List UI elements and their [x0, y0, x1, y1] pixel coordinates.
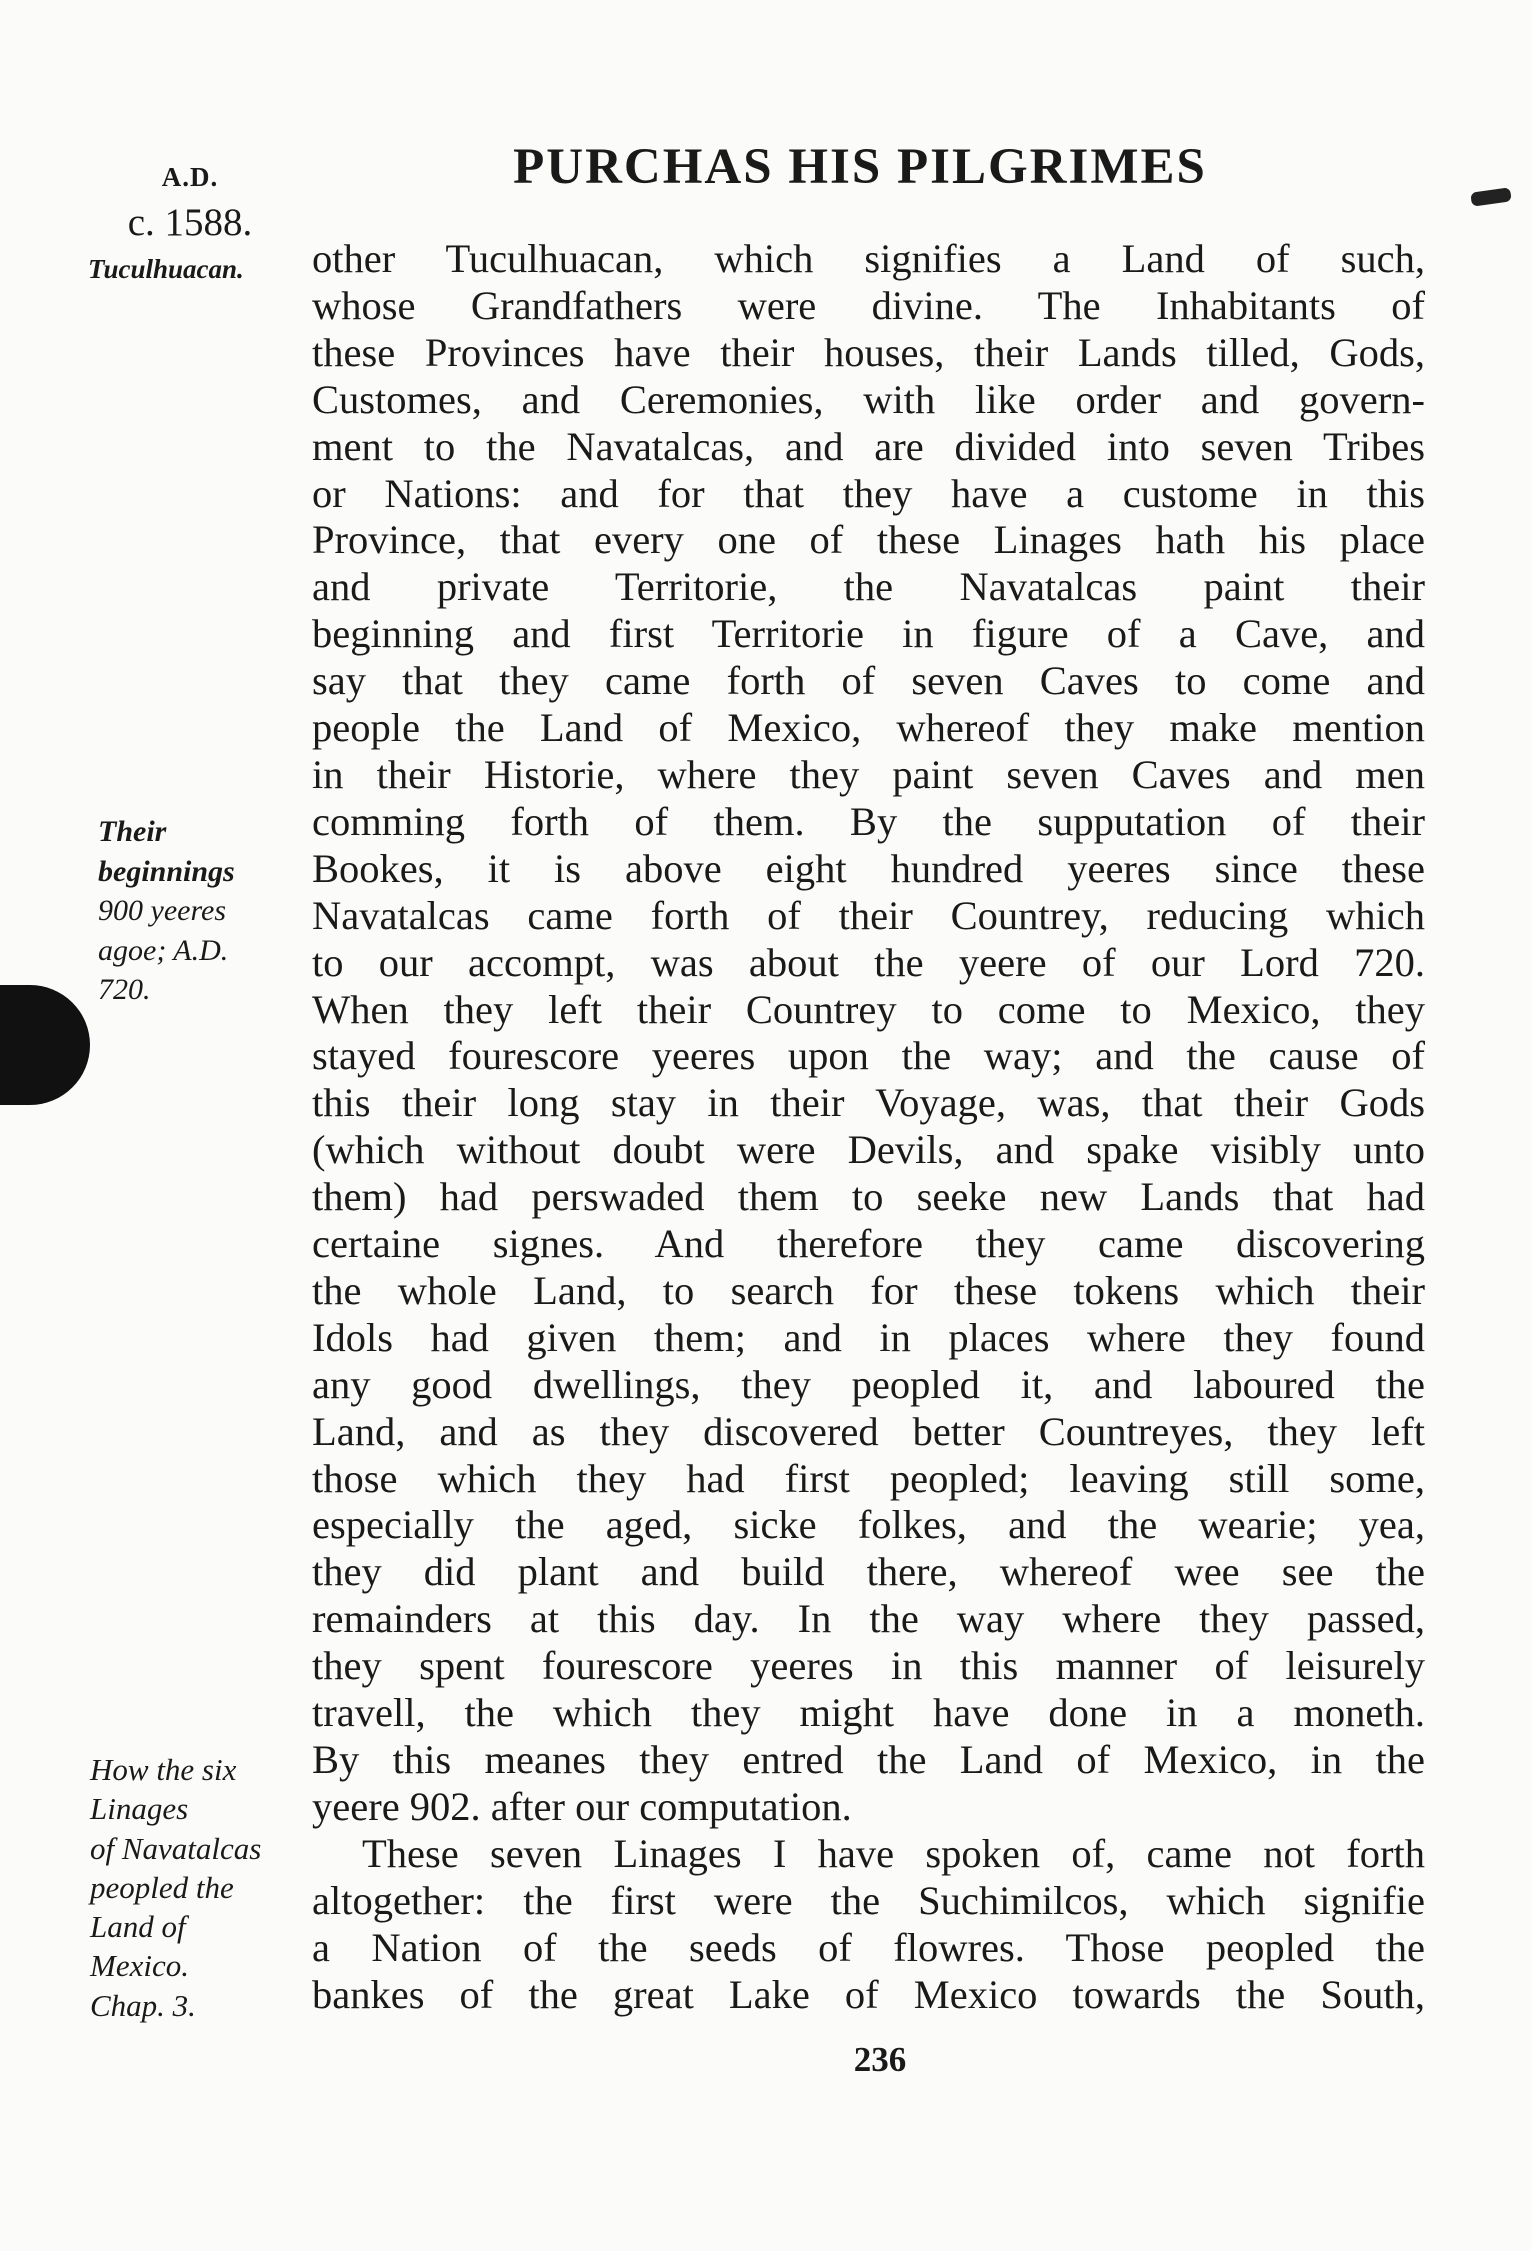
side-note-line: Their	[98, 815, 167, 848]
side-note-beginnings	[98, 812, 298, 1010]
text-line: in their Historie, where they paint seven Caves and men	[312, 751, 1425, 797]
text-line: (which without doubt were Devils, and spake visibly unto	[312, 1127, 1425, 1173]
text-line: those which they had first peopled; leaving still some,	[312, 1455, 1425, 1501]
text-line: they did plant and build there, whereof wee see the	[312, 1549, 1425, 1595]
text-line: Navatalcas came forth of their Countrey, reducing which	[312, 892, 1425, 938]
side-note-line: of Navatalcas	[90, 1830, 262, 1866]
side-note-line: beginnings	[98, 854, 235, 888]
text-line: the whole Land, to search for these tokens which their	[312, 1267, 1425, 1313]
page-number: 236	[853, 2040, 907, 2079]
side-note-line: Chap. 3.	[90, 1987, 196, 2023]
text-line: say that they came forth of seven Caves to come and	[312, 658, 1425, 704]
text-line: any good dwellings, they peopled it, and laboured the	[312, 1361, 1425, 1407]
running-title: PURCHAS HIS PILGRIMES	[513, 139, 1207, 195]
text-line: them) had perswaded them to seeke new Lands that had	[312, 1174, 1425, 1220]
text-line: other Tuculhuacan, which signifies a Land of such,	[312, 236, 1425, 281]
text-line: or Nations: and for that they have a custome in this	[312, 470, 1425, 516]
text-line: altogether: the first were the Suchimilcos, which signifie	[312, 1877, 1425, 1923]
text-line: These seven Linages I have spoken of, came not forth	[362, 1830, 1425, 1876]
text-line: ment to the Navatalcas, and are divided into seven Tribes	[312, 423, 1425, 469]
text-line: bankes of the great Lake of Mexico towards the South,	[312, 1971, 1425, 2017]
header-date-label: A.D.	[161, 162, 219, 192]
side-note-place: Tuculhuacan.	[88, 254, 244, 284]
text-line: When they left their Countrey to come to Mexico, they	[312, 986, 1425, 1032]
text-line: Customes, and Ceremonies, with like order and govern-	[312, 376, 1425, 422]
text-line: stayed fourescore yeeres upon the way; and the cause of	[312, 1033, 1425, 1079]
text-line: comming forth of them. By the supputation of their	[312, 798, 1425, 844]
text-line: a Nation of the seeds of flowres. Those peopled the	[312, 1924, 1425, 1970]
side-note-line: peopled the	[90, 1869, 234, 1905]
side-note-linages	[90, 1750, 300, 2025]
stray-ink-mark	[1470, 187, 1512, 206]
thumb-shadow	[0, 985, 90, 1105]
text-line: Bookes, it is above eight hundred yeeres since these	[312, 845, 1425, 891]
body-text	[312, 236, 1425, 2018]
header-year: c. 1588.	[127, 201, 253, 244]
text-line: whose Grandfathers were divine. The Inhabitants of	[312, 282, 1425, 328]
text-line: yeere 902. after our computation.	[312, 1783, 852, 1829]
text-line: and private Territorie, the Navatalcas paint their	[312, 564, 1425, 610]
text-line: they spent fourescore yeeres in this manner of leisurely	[312, 1643, 1425, 1689]
text-line: Land, and as they discovered better Countreyes, they left	[312, 1408, 1425, 1454]
text-line: remainders at this day. In the way where they passed,	[312, 1596, 1425, 1642]
text-line: especially the aged, sicke folkes, and the wearie; yea,	[312, 1502, 1425, 1548]
side-note-line: 900 yeeres	[98, 894, 226, 927]
text-line: Idols had given them; and in places where they found	[312, 1314, 1425, 1360]
side-note-line: Land of	[90, 1909, 186, 1945]
side-note-line: Linages	[90, 1791, 189, 1827]
text-line: people the Land of Mexico, whereof they make mention	[312, 705, 1425, 751]
text-line: Province, that every one of these Linages hath his place	[312, 517, 1425, 563]
text-line: these Provinces have their houses, their Lands tilled, Gods,	[312, 329, 1425, 375]
text-line: this their long stay in their Voyage, was, that their Gods	[312, 1080, 1425, 1126]
text-line: By this meanes they entred the Land of Mexico, in the	[312, 1737, 1425, 1782]
text-line: certaine signes. And therefore they came discovering	[312, 1221, 1425, 1267]
side-note-line: 720.	[98, 973, 151, 1006]
text-line: to our accompt, was about the yeere of our Lord 720.	[312, 939, 1425, 985]
side-note-line: Mexico.	[90, 1948, 189, 1984]
text-line: beginning and first Territorie in figure of a Cave, and	[312, 611, 1425, 657]
side-note-line: agoe; A.D.	[98, 933, 229, 967]
side-note-line: How the six	[90, 1752, 237, 1787]
text-line: travell, the which they might have done in a moneth.	[312, 1690, 1425, 1736]
